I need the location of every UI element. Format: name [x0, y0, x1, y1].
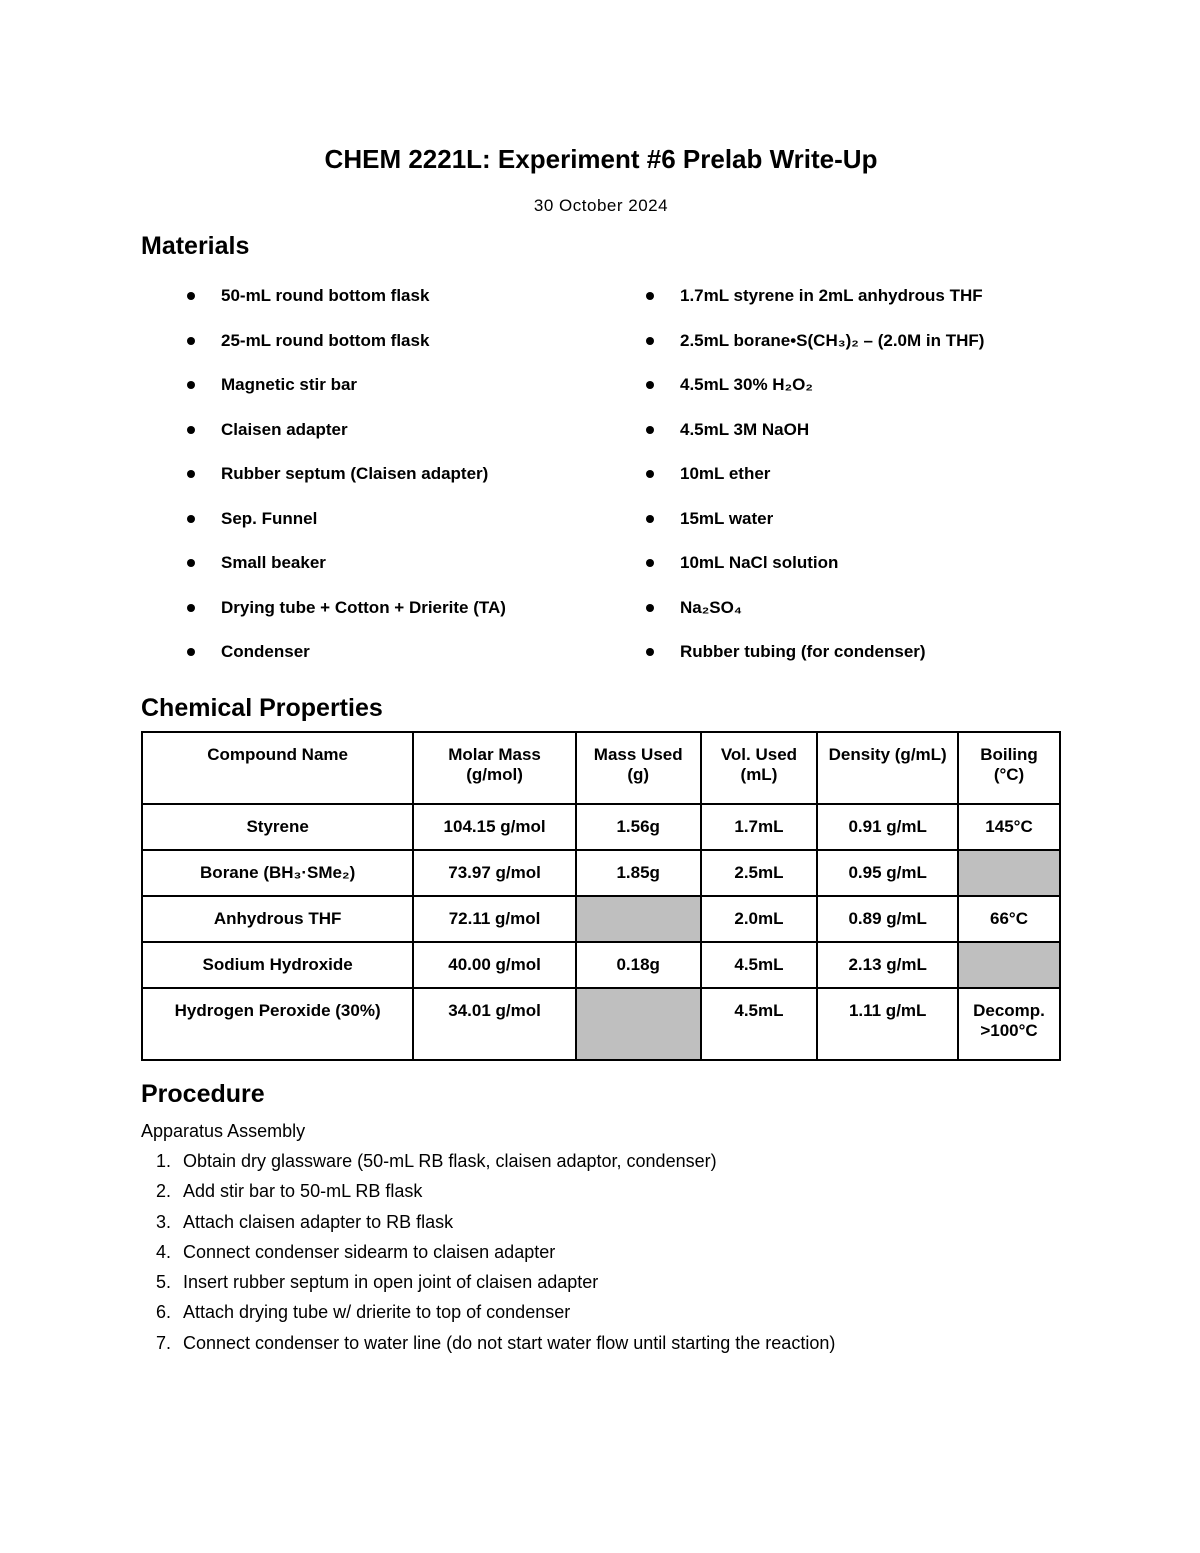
- column-header: Mass Used (g): [576, 732, 701, 804]
- table-row: [142, 988, 1060, 1060]
- table-cell: 40.00 g/mol: [413, 942, 576, 988]
- bullet-icon: [646, 515, 654, 523]
- bullet-icon: [187, 381, 195, 389]
- properties-heading: Chemical Properties: [141, 694, 383, 722]
- list-item: 7. Connect condenser to water line (do not start water flow until starting the reaction): [155, 1332, 836, 1353]
- empty-shaded-cell: [958, 942, 1060, 988]
- table-cell: 66°C: [958, 896, 1060, 942]
- table-cell: 2.0mL: [701, 896, 818, 942]
- procedure-heading: Procedure: [141, 1080, 265, 1108]
- list-item: Na₂SO₄: [644, 598, 1061, 643]
- column-header: Molar Mass (g/mol): [413, 732, 576, 804]
- empty-shaded-cell: [576, 988, 701, 1060]
- bullet-icon: [187, 515, 195, 523]
- bullet-icon: [646, 470, 654, 478]
- table-header-row: [142, 732, 1060, 804]
- table-cell: 0.91 g/mL: [817, 804, 958, 850]
- bullet-icon: [187, 292, 195, 300]
- list-item: 5. Insert rubber septum in open joint of claisen adapter: [155, 1272, 599, 1293]
- table-cell: 2.5mL: [701, 850, 818, 896]
- list-item: 25-mL round bottom flask: [185, 331, 625, 376]
- list-item: 15mL water: [644, 509, 1061, 554]
- list-item: Sep. Funnel: [185, 509, 625, 554]
- table-cell: 73.97 g/mol: [413, 850, 576, 896]
- table-cell: 0.95 g/mL: [817, 850, 958, 896]
- table-row: [142, 850, 1060, 896]
- table-cell: Hydrogen Peroxide (30%): [142, 988, 413, 1060]
- table-cell: Sodium Hydroxide: [142, 942, 413, 988]
- table-cell: 72.11 g/mol: [413, 896, 576, 942]
- table-cell: 4.5mL: [701, 942, 818, 988]
- list-item: Small beaker: [185, 553, 625, 598]
- bullet-icon: [646, 604, 654, 612]
- materials-list-left: [185, 286, 625, 687]
- materials-heading: Materials: [141, 232, 250, 260]
- list-item: 1.7mL styrene in 2mL anhydrous THF: [644, 286, 1061, 331]
- bullet-icon: [187, 470, 195, 478]
- procedure-subheading: Apparatus Assembly: [141, 1121, 306, 1141]
- list-item: Condenser: [185, 642, 625, 687]
- bullet-icon: [646, 292, 654, 300]
- table-cell: Borane (BH₃·SMe₂): [142, 850, 413, 896]
- list-item: Rubber tubing (for condenser): [644, 642, 1061, 687]
- bullet-icon: [646, 426, 654, 434]
- list-item: Magnetic stir bar: [185, 375, 625, 420]
- list-item: 10mL ether: [644, 464, 1061, 509]
- table-row: [142, 942, 1060, 988]
- table-cell: 104.15 g/mol: [413, 804, 576, 850]
- list-item: 2. Add stir bar to 50-mL RB flask: [155, 1181, 423, 1202]
- bullet-icon: [646, 381, 654, 389]
- table-row: [142, 804, 1060, 850]
- table-cell: 1.7mL: [701, 804, 818, 850]
- list-item: 50-mL round bottom flask: [185, 286, 625, 331]
- empty-shaded-cell: [576, 896, 701, 942]
- table-cell: 2.13 g/mL: [817, 942, 958, 988]
- table-row: [142, 896, 1060, 942]
- table-cell: Decomp. >100°C: [958, 988, 1060, 1060]
- list-item: 4.5mL 3M NaOH: [644, 420, 1061, 465]
- column-header: Density (g/mL): [817, 732, 958, 804]
- table-cell: 34.01 g/mol: [413, 988, 576, 1060]
- list-item: 1. Obtain dry glassware (50-mL RB flask, claisen adaptor, condenser): [155, 1151, 717, 1171]
- document-date: 30 October 2024: [533, 196, 669, 215]
- table-cell: 4.5mL: [701, 988, 818, 1060]
- bullet-icon: [187, 337, 195, 345]
- bullet-icon: [187, 604, 195, 612]
- list-item: Drying tube + Cotton + Drierite (TA): [185, 598, 625, 643]
- list-item: 10mL NaCl solution: [644, 553, 1061, 598]
- table-cell: 1.85g: [576, 850, 701, 896]
- materials-list-right: [644, 286, 1061, 687]
- list-item: Rubber septum (Claisen adapter): [185, 464, 625, 509]
- bullet-icon: [187, 426, 195, 434]
- list-item: 6. Attach drying tube w/ drierite to top of condenser: [155, 1302, 571, 1323]
- bullet-icon: [646, 559, 654, 567]
- document-title: CHEM 2221L: Experiment #6 Prelab Write-Up: [324, 144, 878, 174]
- table-cell: 1.11 g/mL: [817, 988, 958, 1060]
- column-header: Compound Name: [142, 732, 413, 804]
- empty-shaded-cell: [958, 850, 1060, 896]
- column-header: Boiling (°C): [958, 732, 1060, 804]
- bullet-icon: [187, 559, 195, 567]
- column-header: Vol. Used (mL): [701, 732, 818, 804]
- procedure-steps: [141, 1151, 835, 1363]
- bullet-icon: [646, 648, 654, 656]
- list-item: 4. Connect condenser sidearm to claisen adapter: [155, 1241, 556, 1262]
- table-cell: Anhydrous THF: [142, 896, 413, 942]
- list-item: 2.5mL borane•S(CH₃)₂ – (2.0M in THF): [644, 331, 1061, 376]
- table-cell: 1.56g: [576, 804, 701, 850]
- table-cell: Styrene: [142, 804, 413, 850]
- list-item: 4.5mL 30% H₂O₂: [644, 375, 1061, 420]
- table-cell: 0.89 g/mL: [817, 896, 958, 942]
- bullet-icon: [187, 648, 195, 656]
- list-item: 3. Attach claisen adapter to RB flask: [155, 1211, 454, 1232]
- bullet-icon: [646, 337, 654, 345]
- table-cell: 145°C: [958, 804, 1060, 850]
- table-cell: 0.18g: [576, 942, 701, 988]
- chemical-properties-table: [141, 731, 1061, 1061]
- list-item: Claisen adapter: [185, 420, 625, 465]
